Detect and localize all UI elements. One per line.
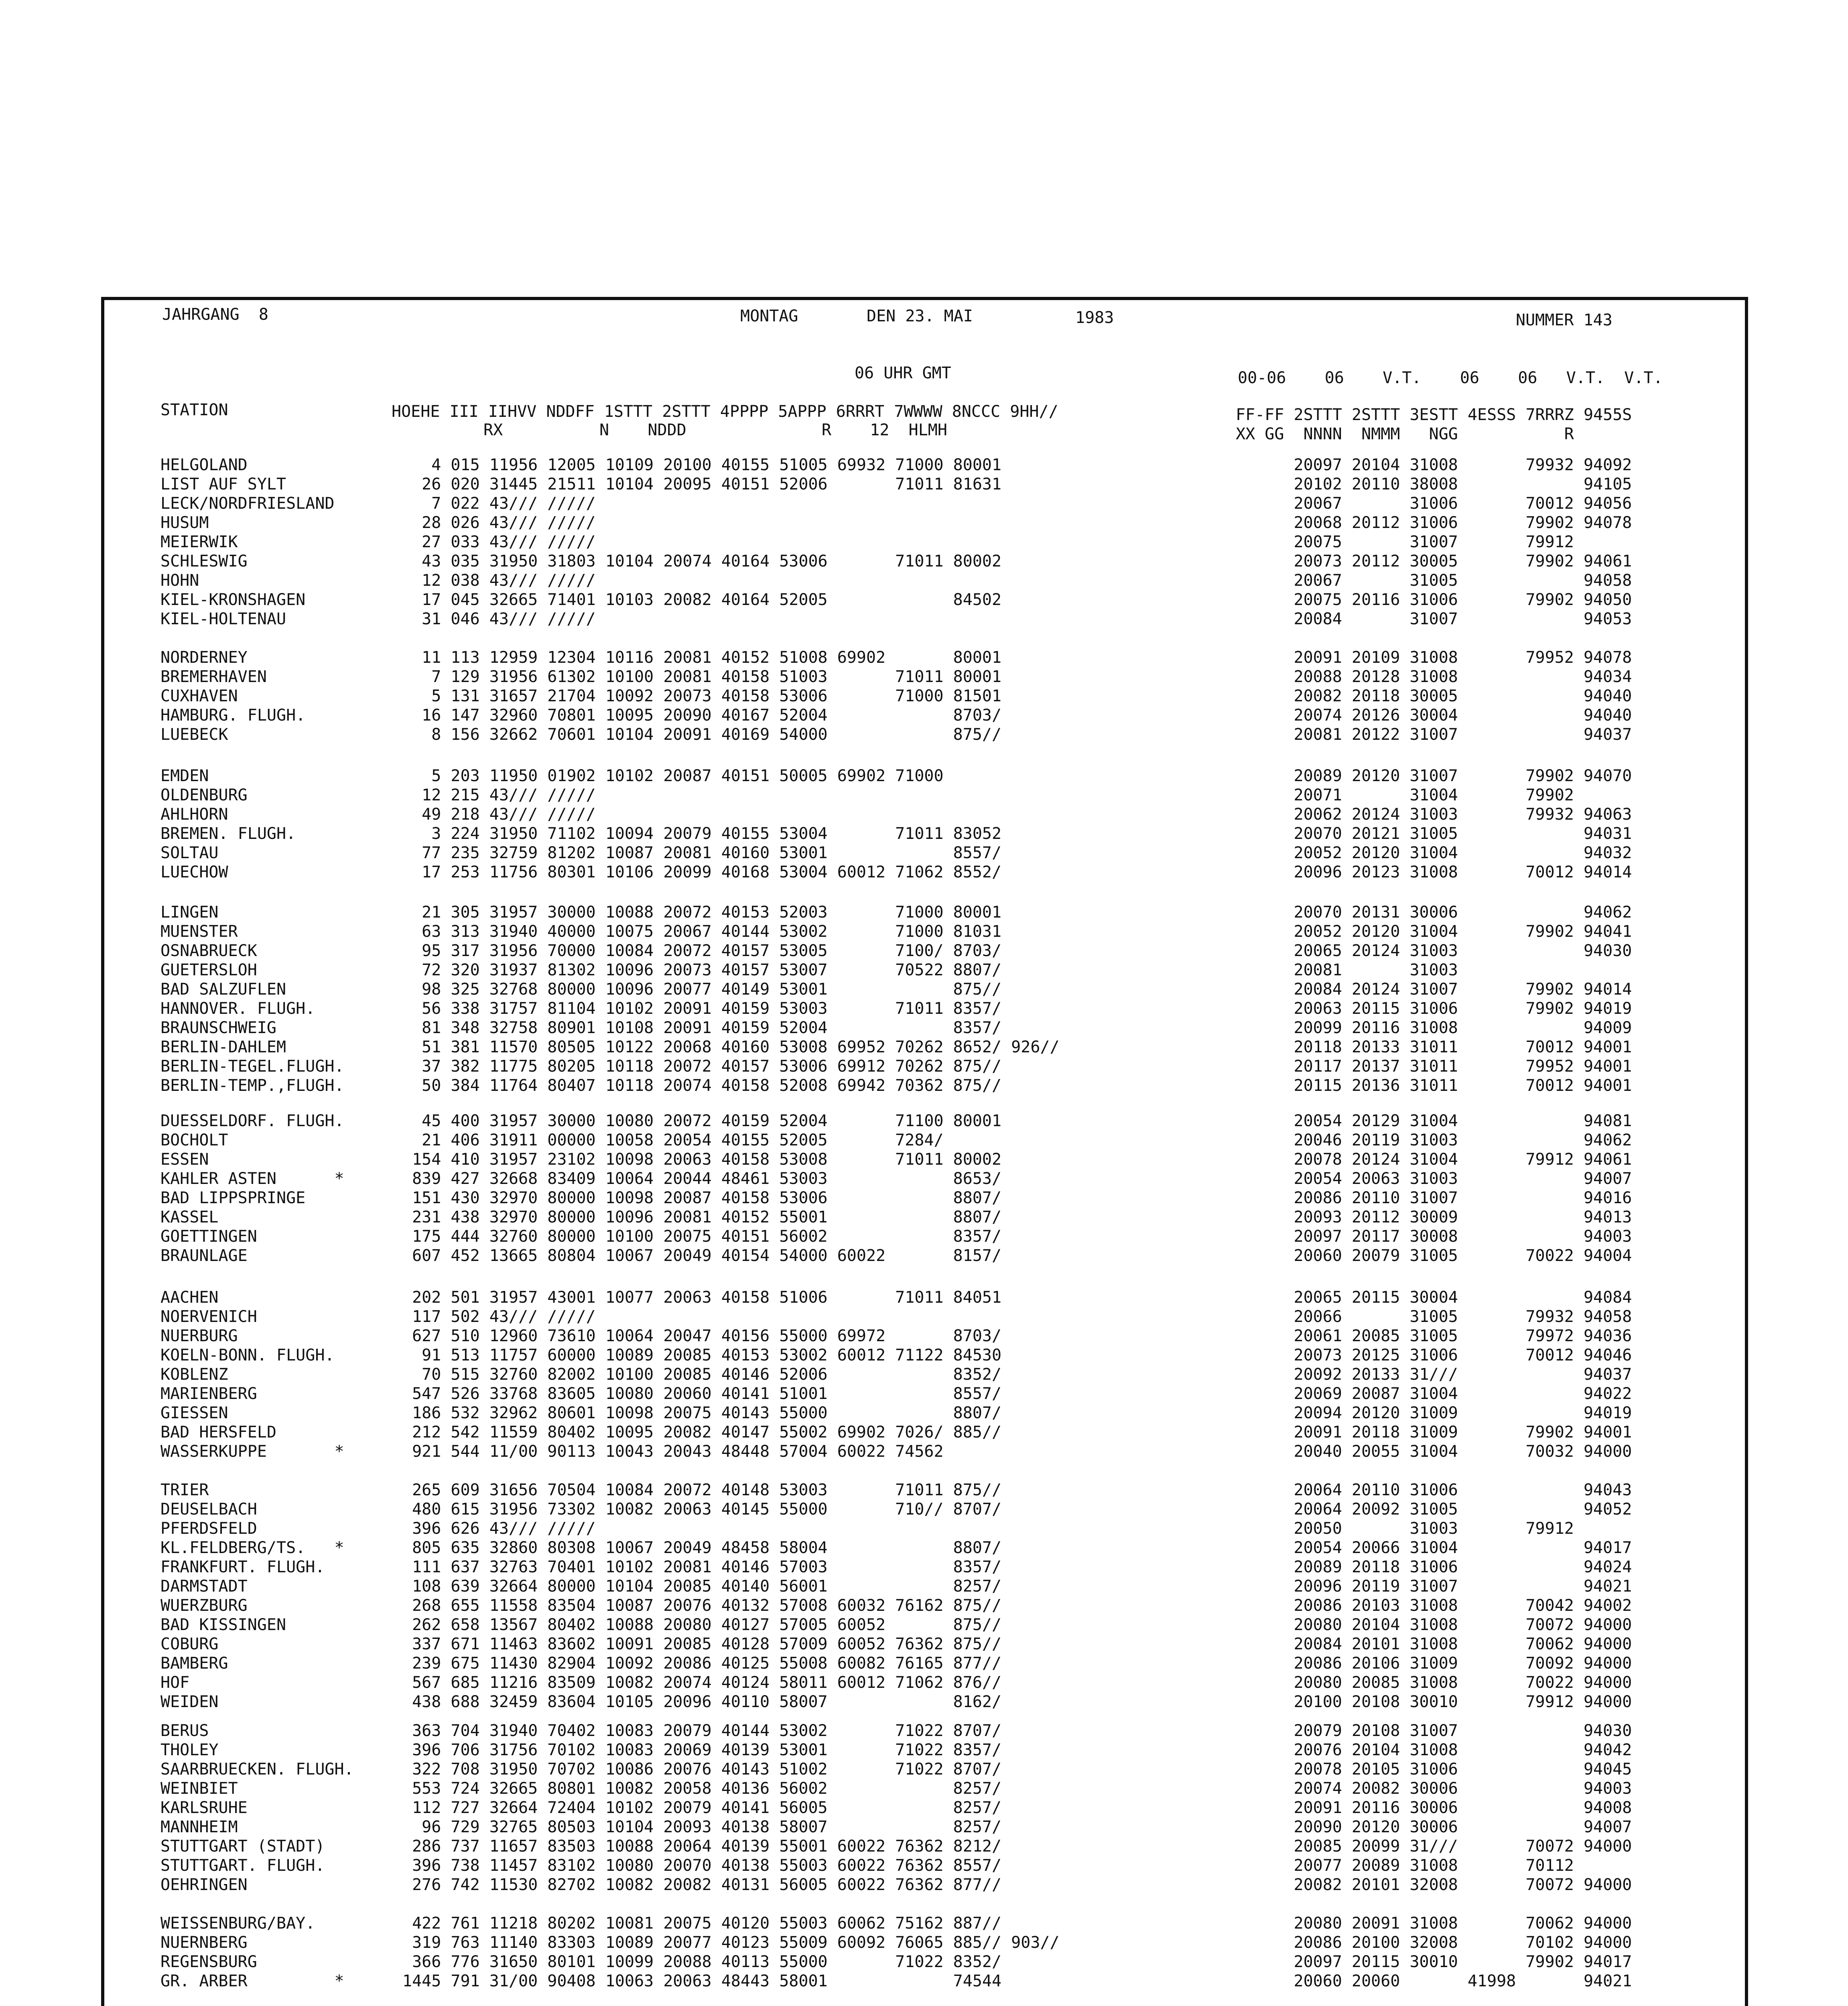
main-values: 28 026 43/// /////	[402, 514, 596, 532]
forecast-values: 20082 20101 32008 70072 94000	[1236, 1876, 1632, 1894]
station-name: GR. ARBER *	[160, 1972, 344, 1990]
station-name: AACHEN	[160, 1288, 219, 1307]
station-name: KOBLENZ	[160, 1365, 228, 1384]
main-values: 212 542 11559 80402 10095 20082 40147 55002 69902 7026/ 885//	[402, 1423, 1002, 1442]
station-name: HANNOVER. FLUGH.	[160, 999, 315, 1018]
station-name: WEINBIET	[160, 1779, 238, 1798]
station-name: BRAUNLAGE	[160, 1247, 248, 1265]
forecast-values: 20094 20120 31009 94019	[1236, 1404, 1632, 1422]
forecast-values: 20063 20115 31006 79902 94019	[1236, 999, 1632, 1018]
year: 1983	[1075, 309, 1114, 327]
main-values: 239 675 11430 82904 10092 20086 40125 55008 60082 76165 877//	[402, 1654, 1002, 1673]
station-name: HELGOLAND	[160, 456, 248, 474]
forecast-values: 20070 20121 31005 94031	[1236, 824, 1632, 843]
station-name: OSNABRUECK	[160, 942, 257, 960]
station-name: FRANKFURT. FLUGH.	[160, 1558, 325, 1576]
weekday: MONTAG	[740, 307, 798, 325]
forecast-values: 20046 20119 31003 94062	[1236, 1131, 1632, 1149]
forecast-values: 20060 20060 41998 94021	[1236, 1972, 1632, 1990]
station-name: WEISSENBURG/BAY.	[160, 1914, 315, 1933]
forecast-values: 20097 20117 30008 94003	[1236, 1227, 1632, 1246]
main-values: 3 224 31950 71102 10094 20079 40155 53004 71011 83052	[402, 824, 1002, 843]
station-name: BREMERHAVEN	[160, 668, 267, 686]
forecast-values: 20086 20100 32008 70102 94000	[1236, 1933, 1632, 1952]
forecast-values: 20115 20136 31011 70012 94001	[1236, 1076, 1632, 1095]
main-values: 72 320 31937 81302 10096 20073 40157 53007 70522 8807/	[402, 961, 1002, 979]
station-name: DARMSTADT	[160, 1577, 248, 1596]
main-values: 45 400 31957 30000 10080 20072 40159 52004 71100 80001	[402, 1112, 1002, 1130]
forecast-values: 20070 20131 30006 94062	[1236, 903, 1632, 922]
forecast-values: 20080 20104 31008 70072 94000	[1236, 1616, 1632, 1634]
main-values: 49 218 43/// /////	[402, 805, 596, 824]
jahrgang: JAHRGANG 8	[162, 305, 268, 324]
station-name: TRIER	[160, 1481, 209, 1499]
station-name: EMDEN	[160, 767, 209, 785]
station-name: KIEL-HOLTENAU	[160, 610, 286, 628]
forecast-values: 20078 20105 31006 94045	[1236, 1760, 1632, 1779]
issue-number: NUMMER 143	[1516, 311, 1612, 329]
main-values: 276 742 11530 82702 10082 20082 40131 56005 60022 76362 877//	[402, 1876, 1002, 1894]
station-name: DEUSELBACH	[160, 1500, 257, 1519]
station-name: BERLIN-TEMP.,FLUGH.	[160, 1076, 344, 1095]
forecast-values: 20068 20112 31006 79902 94078	[1236, 514, 1632, 532]
station-column-header: STATION	[160, 401, 228, 419]
main-values: 154 410 31957 23102 10098 20063 40158 53008 71011 80002	[402, 1150, 1002, 1169]
main-values: 396 626 43/// /////	[402, 1519, 596, 1538]
station-name: GOETTINGEN	[160, 1227, 257, 1246]
forecast-values: 20100 20108 30010 79912 94000	[1236, 1693, 1632, 1711]
forecast-values: 20084 20101 31008 70062 94000	[1236, 1635, 1632, 1653]
forecast-values: 20067 31006 70012 94056	[1236, 494, 1632, 513]
forecast-values: 20073 20112 30005 79902 94061	[1236, 552, 1632, 571]
forecast-values: 20054 20063 31003 94007	[1236, 1169, 1632, 1188]
station-name: KOELN-BONN. FLUGH.	[160, 1346, 335, 1364]
station-name: MEIERWIK	[160, 533, 238, 551]
station-name: SOLTAU	[160, 844, 219, 862]
main-values: 5 131 31657 21704 10092 20073 40158 53006 71000 81501	[402, 687, 1002, 705]
station-name: BERLIN-TEGEL.FLUGH.	[160, 1057, 344, 1076]
forecast-values: 20075 20116 31006 79902 94050	[1236, 591, 1632, 609]
forecast-values: 20086 20110 31007 94016	[1236, 1189, 1632, 1207]
station-name: STUTTGART (STADT)	[160, 1837, 325, 1856]
station-name: HAMBURG. FLUGH.	[160, 706, 306, 725]
station-name: DUESSELDORF. FLUGH.	[160, 1112, 344, 1130]
station-name: SCHLESWIG	[160, 552, 248, 571]
main-values: 607 452 13665 80804 10067 20049 40154 54000 60022 8157/	[402, 1247, 1002, 1265]
station-name: HOF	[160, 1673, 190, 1692]
main-values: 627 510 12960 73610 10064 20047 40156 55000 69972 8703/	[402, 1327, 1002, 1345]
forecast-values: 20054 20066 31004 94017	[1236, 1539, 1632, 1557]
forecast-values: 20080 20085 31008 70022 94000	[1236, 1673, 1632, 1692]
forecast-values: 20066 31005 79932 94058	[1236, 1308, 1632, 1326]
main-values: 17 045 32665 71401 10103 20082 40164 52005 84502	[402, 591, 1002, 609]
station-name: BOCHOLT	[160, 1131, 228, 1149]
main-values: 11 113 12959 12304 10116 20081 40152 51008 69902 80001	[402, 648, 1002, 667]
station-name: MUENSTER	[160, 922, 238, 941]
station-name: KAHLER ASTEN *	[160, 1169, 344, 1188]
forecast-values: 20067 31005 94058	[1236, 571, 1632, 590]
station-name: BAD SALZUFLEN	[160, 980, 286, 999]
main-values: 4 015 11956 12005 10109 20100 40155 51005 69932 71000 80001	[402, 456, 1002, 474]
main-values: 63 313 31940 40000 10075 20067 40144 53002 71000 81031	[402, 922, 1002, 941]
station-name: KIEL-KRONSHAGEN	[160, 591, 306, 609]
forecast-values: 20091 20118 31009 79902 94001	[1236, 1423, 1632, 1442]
main-values: 262 658 13567 80402 10088 20080 40127 57005 60052 875//	[402, 1616, 1002, 1634]
forecast-values: 20061 20085 31005 79972 94036	[1236, 1327, 1632, 1345]
main-values: 8 156 32662 70601 10104 20091 40169 54000 875//	[402, 725, 1002, 744]
forecast-values: 20089 20120 31007 79902 94070	[1236, 767, 1632, 785]
station-name: KASSEL	[160, 1208, 219, 1226]
station-name: HOHN	[160, 571, 199, 590]
forecast-values: 20078 20124 31004 79912 94061	[1236, 1150, 1632, 1169]
station-name: NORDERNEY	[160, 648, 248, 667]
forecast-values: 20076 20104 31008 94042	[1236, 1741, 1632, 1759]
station-name: MARIENBERG	[160, 1385, 257, 1403]
main-values: 37 382 11775 80205 10118 20072 40157 53006 69912 70262 875//	[402, 1057, 1002, 1076]
station-name: BERLIN-DAHLEM	[160, 1038, 286, 1056]
forecast-values: 20074 20082 30006 94003	[1236, 1779, 1632, 1798]
main-values: 108 639 32664 80000 10104 20085 40140 56001 8257/	[402, 1577, 1002, 1596]
main-values: 95 317 31956 70000 10084 20072 40157 53005 7100/ 8703/	[402, 942, 1002, 960]
station-name: LUECHOW	[160, 863, 228, 881]
station-name: SAARBRUECKEN. FLUGH.	[160, 1760, 354, 1779]
forecast-values: 20086 20106 31009 70092 94000	[1236, 1654, 1632, 1673]
forecast-values: 20093 20112 30009 94013	[1236, 1208, 1632, 1226]
station-name: OEHRINGEN	[160, 1876, 248, 1894]
main-values: 51 381 11570 80505 10122 20068 40160 53008 69952 70262 8652/ 926//	[402, 1038, 1060, 1056]
forecast-values: 20082 20118 30005 94040	[1236, 687, 1632, 705]
forecast-values: 20091 20116 30006 94008	[1236, 1799, 1632, 1817]
station-name: OLDENBURG	[160, 786, 248, 804]
station-name: LECK/NORDFRIESLAND	[160, 494, 335, 513]
station-name: WUERZBURG	[160, 1596, 248, 1615]
station-name: NUERNBERG	[160, 1933, 248, 1952]
right-column-group-header: 00-06 06 V.T. 06 06 V.T. V.T.	[1238, 369, 1663, 387]
station-name: MANNHEIM	[160, 1818, 238, 1836]
main-values: 56 338 31757 81104 10102 20091 40159 53003 71011 8357/	[402, 999, 1002, 1018]
forecast-values: 20079 20108 31007 94030	[1236, 1722, 1632, 1740]
forecast-values: 20075 31007 79912	[1236, 533, 1574, 551]
forecast-values: 20090 20120 30006 94007	[1236, 1818, 1632, 1836]
main-values: 96 729 32765 80503 10104 20093 40138 58007 8257/	[402, 1818, 1002, 1836]
main-values: 12 215 43/// /////	[402, 786, 596, 804]
forecast-values: 20084 20124 31007 79902 94014	[1236, 980, 1632, 999]
station-name: BREMEN. FLUGH.	[160, 824, 296, 843]
station-name: WEIDEN	[160, 1693, 219, 1711]
main-values: 480 615 31956 73302 10082 20063 40145 55000 710// 8707/	[402, 1500, 1002, 1519]
main-values: 396 706 31756 70102 10083 20069 40139 53001 71022 8357/	[402, 1741, 1002, 1759]
main-values: 805 635 32860 80308 10067 20049 48458 58004 8807/	[402, 1539, 1002, 1557]
main-values: 547 526 33768 83605 10080 20060 40141 51001 8557/	[402, 1385, 1002, 1403]
main-values: 553 724 32665 80801 10082 20058 40136 56002 8257/	[402, 1779, 1002, 1798]
station-name: GUETERSLOH	[160, 961, 257, 979]
forecast-values: 20084 31007 94053	[1236, 610, 1632, 628]
station-name: BRAUNSCHWEIG	[160, 1019, 276, 1037]
station-name: BAD HERSFELD	[160, 1423, 276, 1442]
main-values: 91 513 11757 60000 10089 20085 40153 53002 60012 71122 84530	[402, 1346, 1002, 1364]
main-values: 265 609 31656 70504 10084 20072 40148 53003 71011 875//	[402, 1481, 1002, 1499]
main-values: 112 727 32664 72404 10102 20079 40141 56005 8257/	[402, 1799, 1002, 1817]
forecast-values: 20080 20091 31008 70062 94000	[1236, 1914, 1632, 1933]
main-values: 70 515 32760 82002 10100 20085 40146 52006 8352/	[402, 1365, 1002, 1384]
main-values: 31 046 43/// /////	[402, 610, 596, 628]
forecast-values: 20117 20137 31011 79952 94001	[1236, 1057, 1632, 1076]
forecast-values: 20065 20124 31003 94030	[1236, 942, 1632, 960]
main-values: 363 704 31940 70402 10083 20079 40144 53002 71022 8707/	[402, 1722, 1002, 1740]
forecast-values: 20086 20103 31008 70042 94002	[1236, 1596, 1632, 1615]
main-values: 21 406 31911 00000 10058 20054 40155 52005 7284/	[402, 1131, 944, 1149]
forecast-values: 20054 20129 31004 94081	[1236, 1112, 1632, 1130]
main-values: 186 532 32962 80601 10098 20075 40143 55000 8807/	[402, 1404, 1002, 1422]
main-values: 319 763 11140 83303 10089 20077 40123 55009 60092 76065 885// 903//	[402, 1933, 1060, 1952]
main-values: 202 501 31957 43001 10077 20063 40158 51006 71011 84051	[402, 1288, 1002, 1307]
forecast-values: 20091 20109 31008 79952 94078	[1236, 648, 1632, 667]
observation-time: 06 UHR GMT	[855, 364, 951, 382]
main-values: 81 348 32758 80901 10108 20091 40159 52004 8357/	[402, 1019, 1002, 1037]
forecast-values: 20096 20123 31008 70012 94014	[1236, 863, 1632, 881]
station-name: KL.FELDBERG/TS. *	[160, 1539, 344, 1557]
forecast-values: 20118 20133 31011 70012 94001	[1236, 1038, 1632, 1056]
main-values: 5 203 11950 01902 10102 20087 40151 50005 69902 71000	[402, 767, 944, 785]
forecast-values: 20062 20124 31003 79932 94063	[1236, 805, 1632, 824]
right-column-subheaders: XX GG NNNN NMMM NGG R	[1236, 425, 1574, 443]
main-values: 12 038 43/// /////	[402, 571, 596, 590]
station-name: THOLEY	[160, 1741, 219, 1759]
main-values: 111 637 32763 70401 10102 20081 40146 57003 8357/	[402, 1558, 1002, 1576]
forecast-values: 20077 20089 31008 70112	[1236, 1856, 1574, 1875]
main-column-subheaders: RX N NDDD R 12 HLMH	[483, 421, 947, 439]
main-values: 438 688 32459 83604 10105 20096 40110 58007 8162/	[402, 1693, 1002, 1711]
station-name: GIESSEN	[160, 1404, 228, 1422]
main-values: 337 671 11463 83602 10091 20085 40128 57009 60052 76362 875//	[402, 1635, 1002, 1653]
station-name: BAD LIPPSPRINGE	[160, 1189, 306, 1207]
main-values: 21 305 31957 30000 10088 20072 40153 52003 71000 80001	[402, 903, 1002, 922]
forecast-values: 20064 20092 31005 94052	[1236, 1500, 1632, 1519]
station-name: LUEBECK	[160, 725, 228, 744]
station-name: NUERBURG	[160, 1327, 238, 1345]
forecast-values: 20074 20126 30004 94040	[1236, 706, 1632, 725]
station-name: NOERVENICH	[160, 1308, 257, 1326]
main-values: 921 544 11/00 90113 10043 20043 48448 57004 60022 74562	[402, 1442, 944, 1461]
main-values: 286 737 11657 83503 10088 20064 40139 55001 60022 76362 8212/	[402, 1837, 1002, 1856]
main-values: 50 384 11764 80407 10118 20074 40158 52008 69942 70362 875//	[402, 1076, 1002, 1095]
forecast-values: 20092 20133 31/// 94037	[1236, 1365, 1632, 1384]
forecast-values: 20071 31004 79902	[1236, 786, 1574, 804]
main-values: 322 708 31950 70702 10086 20076 40143 51002 71022 8707/	[402, 1760, 1002, 1779]
main-column-headers: HOEHE III IIHVV NDDFF 1STTT 2STTT 4PPPP 5APPP 6RRRT 7WWWW 8NCCC 9HH//	[392, 402, 1058, 421]
forecast-values: 20065 20115 30004 94084	[1236, 1288, 1632, 1307]
station-name: REGENSBURG	[160, 1953, 257, 1971]
forecast-values: 20099 20116 31008 94009	[1236, 1019, 1632, 1037]
date: DEN 23. MAI	[867, 307, 973, 325]
station-name: STUTTGART. FLUGH.	[160, 1856, 325, 1875]
forecast-values: 20073 20125 31006 70012 94046	[1236, 1346, 1632, 1364]
main-values: 1445 791 31/00 90408 10063 20063 48443 58001 74544	[402, 1972, 1002, 1990]
main-values: 396 738 11457 83102 10080 20070 40138 55003 60022 76362 8557/	[402, 1856, 1002, 1875]
station-name: AHLHORN	[160, 805, 228, 824]
forecast-values: 20102 20110 38008 94105	[1236, 475, 1632, 493]
main-values: 567 685 11216 83509 10082 20074 40124 58011 60012 71062 876//	[402, 1673, 1002, 1692]
station-name: ESSEN	[160, 1150, 209, 1169]
station-name: PFERDSFELD	[160, 1519, 257, 1538]
station-name: COBURG	[160, 1635, 219, 1653]
station-name: LIST AUF SYLT	[160, 475, 286, 493]
main-values: 27 033 43/// /////	[402, 533, 596, 551]
forecast-values: 20085 20099 31/// 70072 94000	[1236, 1837, 1632, 1856]
forecast-values: 20050 31003 79912	[1236, 1519, 1574, 1538]
forecast-values: 20069 20087 31004 94022	[1236, 1385, 1632, 1403]
main-values: 422 761 11218 80202 10081 20075 40120 55003 60062 75162 887//	[402, 1914, 1002, 1933]
station-name: WASSERKUPPE *	[160, 1442, 344, 1461]
station-name: BAD KISSINGEN	[160, 1616, 286, 1634]
main-values: 117 502 43/// /////	[402, 1308, 596, 1326]
station-name: LINGEN	[160, 903, 219, 922]
main-values: 151 430 32970 80000 10098 20087 40158 53006 8807/	[402, 1189, 1002, 1207]
right-column-headers: FF-FF 2STTT 2STTT 3ESTT 4ESSS 7RRRZ 9455S	[1236, 406, 1632, 424]
main-values: 77 235 32759 81202 10087 20081 40160 53001 8557/	[402, 844, 1002, 862]
forecast-values: 20081 20122 31007 94037	[1236, 725, 1632, 744]
forecast-values: 20081 31003	[1236, 961, 1458, 979]
forecast-values: 20089 20118 31006 94024	[1236, 1558, 1632, 1576]
station-name: BERUS	[160, 1722, 209, 1740]
main-values: 16 147 32960 70801 10095 20090 40167 52004 8703/	[402, 706, 1002, 725]
forecast-values: 20097 20104 31008 79932 94092	[1236, 456, 1632, 474]
main-values: 43 035 31950 31803 10104 20074 40164 53006 71011 80002	[402, 552, 1002, 571]
main-values: 7 022 43/// /////	[402, 494, 596, 513]
main-values: 366 776 31650 80101 10099 20088 40113 55000 71022 8352/	[402, 1953, 1002, 1971]
station-name: BAMBERG	[160, 1654, 228, 1673]
main-values: 231 438 32970 80000 10096 20081 40152 55001 8807/	[402, 1208, 1002, 1226]
forecast-values: 20097 20115 30010 79902 94017	[1236, 1953, 1632, 1971]
main-values: 268 655 11558 83504 10087 20076 40132 57008 60032 76162 875//	[402, 1596, 1002, 1615]
station-name: CUXHAVEN	[160, 687, 238, 705]
forecast-values: 20040 20055 31004 70032 94000	[1236, 1442, 1632, 1461]
forecast-values: 20088 20128 31008 94034	[1236, 668, 1632, 686]
main-values: 17 253 11756 80301 10106 20099 40168 53004 60012 71062 8552/	[402, 863, 1002, 881]
forecast-values: 20096 20119 31007 94021	[1236, 1577, 1632, 1596]
main-values: 175 444 32760 80000 10100 20075 40151 56002 8357/	[402, 1227, 1002, 1246]
main-values: 26 020 31445 21511 10104 20095 40151 52006 71011 81631	[402, 475, 1002, 493]
forecast-values: 20052 20120 31004 94032	[1236, 844, 1632, 862]
main-values: 839 427 32668 83409 10064 20044 48461 53003 8653/	[402, 1169, 1002, 1188]
main-values: 7 129 31956 61302 10100 20081 40158 51003 71011 80001	[402, 668, 1002, 686]
forecast-values: 20060 20079 31005 70022 94004	[1236, 1247, 1632, 1265]
station-name: HUSUM	[160, 514, 209, 532]
forecast-values: 20052 20120 31004 79902 94041	[1236, 922, 1632, 941]
station-name: KARLSRUHE	[160, 1799, 248, 1817]
main-values: 98 325 32768 80000 10096 20077 40149 53001 875//	[402, 980, 1002, 999]
forecast-values: 20064 20110 31006 94043	[1236, 1481, 1632, 1499]
